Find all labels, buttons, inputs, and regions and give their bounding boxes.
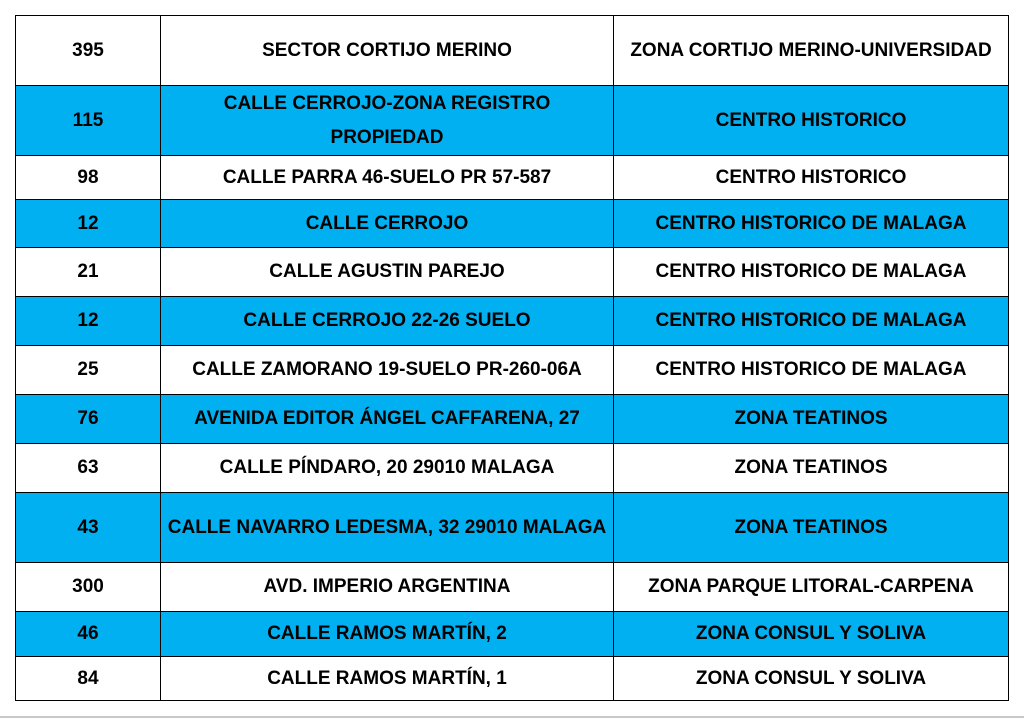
row-zone-cell: CENTRO HISTORICO DE MALAGA [614, 200, 1009, 248]
table-row [16, 657, 1009, 701]
row-number-cell: 76 [16, 395, 161, 444]
row-address-cell: CALLE CERROJO 22-26 SUELO [161, 297, 614, 346]
row-number-cell: 12 [16, 297, 161, 346]
table-row [16, 612, 1009, 657]
row-address-cell: CALLE RAMOS MARTÍN, 2 [161, 612, 614, 657]
row-address-cell: CALLE PARRA 46-SUELO PR 57-587 [161, 156, 614, 200]
row-number-cell: 84 [16, 657, 161, 701]
row-zone-cell: CENTRO HISTORICO DE MALAGA [614, 346, 1009, 395]
row-number-cell: 98 [16, 156, 161, 200]
row-zone-cell: ZONA TEATINOS [614, 395, 1009, 444]
table-row [16, 16, 1009, 86]
row-zone-cell: ZONA TEATINOS [614, 444, 1009, 493]
row-number-cell: 12 [16, 200, 161, 248]
row-address-cell: CALLE RAMOS MARTÍN, 1 [161, 657, 614, 701]
row-number-cell: 46 [16, 612, 161, 657]
row-address-cell: CALLE CERROJO [161, 200, 614, 248]
row-number-cell: 25 [16, 346, 161, 395]
table-row [16, 200, 1009, 248]
row-address-cell: CALLE CERROJO-ZONA REGISTRO PROPIEDAD [161, 86, 614, 156]
table-row [16, 563, 1009, 612]
table-row [16, 297, 1009, 346]
row-zone-cell: ZONA CONSUL Y SOLIVA [614, 612, 1009, 657]
row-address-cell: CALLE AGUSTIN PAREJO [161, 248, 614, 297]
row-address-cell: AVD. IMPERIO ARGENTINA [161, 563, 614, 612]
page-bottom-divider [0, 716, 1024, 718]
table-row [16, 86, 1009, 156]
table-row [16, 346, 1009, 395]
row-number-cell: 300 [16, 563, 161, 612]
row-zone-cell: ZONA CORTIJO MERINO-UNIVERSIDAD [614, 16, 1009, 86]
table-row [16, 395, 1009, 444]
row-zone-cell: CENTRO HISTORICO DE MALAGA [614, 248, 1009, 297]
row-zone-cell: CENTRO HISTORICO [614, 156, 1009, 200]
row-number-cell: 21 [16, 248, 161, 297]
table-row [16, 444, 1009, 493]
row-zone-cell: ZONA TEATINOS [614, 493, 1009, 563]
row-number-cell: 63 [16, 444, 161, 493]
row-zone-cell: CENTRO HISTORICO [614, 86, 1009, 156]
table-row [16, 156, 1009, 200]
row-zone-cell: ZONA PARQUE LITORAL-CARPENA [614, 563, 1009, 612]
row-address-cell: CALLE ZAMORANO 19-SUELO PR-260-06A [161, 346, 614, 395]
row-number-cell: 43 [16, 493, 161, 563]
row-address-cell: AVENIDA EDITOR ÁNGEL CAFFARENA, 27 [161, 395, 614, 444]
row-number-cell: 395 [16, 16, 161, 86]
row-address-cell: CALLE PÍNDARO, 20 29010 MALAGA [161, 444, 614, 493]
locations-table [15, 15, 1009, 701]
row-address-cell: CALLE NAVARRO LEDESMA, 32 29010 MALAGA [161, 493, 614, 563]
table-row [16, 248, 1009, 297]
row-zone-cell: ZONA CONSUL Y SOLIVA [614, 657, 1009, 701]
row-address-cell: SECTOR CORTIJO MERINO [161, 16, 614, 86]
table-row [16, 493, 1009, 563]
row-zone-cell: CENTRO HISTORICO DE MALAGA [614, 297, 1009, 346]
row-number-cell: 115 [16, 86, 161, 156]
